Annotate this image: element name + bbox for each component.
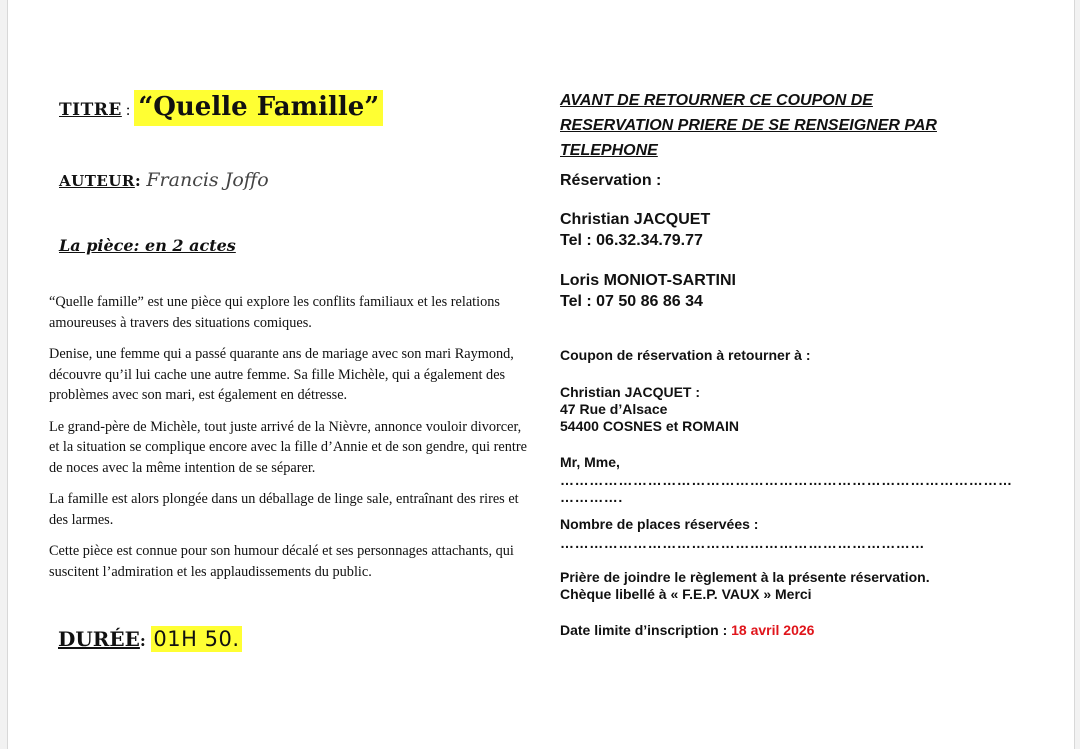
synopsis (49, 292, 529, 593)
play-title: “Quelle Famille” (134, 90, 383, 126)
warning-line: AVANT DE RETOURNER CE COUPON DE (560, 92, 873, 109)
contact-name: Loris MONIOT-SARTINI (560, 272, 736, 289)
contact-phone: Tel : 07 50 86 86 34 (560, 292, 703, 310)
author-line (59, 169, 269, 191)
name-field-dots: ………………………………………………………………………………… (560, 472, 1013, 488)
coupon-label: Coupon de réservation à retourner à : (560, 347, 811, 363)
author-separator: : (134, 171, 147, 190)
synopsis-paragraph: Cette pièce est connue pour son humour décalé et ses personnages attachants, qui suscitent l’admiration et les applaudissements du public. (49, 543, 514, 580)
duration-label: DURÉE (58, 627, 140, 651)
name-field-label: Mr, Mme, (560, 454, 620, 470)
name-field-dots-continued: …………. (560, 489, 623, 505)
acts-line: La pièce: en 2 actes (59, 236, 236, 255)
warning-line: RESERVATION PRIERE DE SE RENSEIGNER PAR (560, 117, 937, 134)
deadline-line (560, 622, 814, 639)
contact-phone: Tel : 06.32.34.79.77 (560, 231, 703, 249)
duration-separator: : (139, 631, 152, 650)
title-line (59, 92, 383, 122)
address-street: 47 Rue d’Alsace (560, 401, 668, 417)
duration-dot: . (232, 627, 240, 651)
duration-value (151, 626, 241, 652)
synopsis-paragraph: Denise, une femme qui a passé quarante ans de mariage avec son mari Raymond, découvre qu’il lui cache une autre femme. Sa fille Michèle, qui a également des problèmes avec son mari, est également en détresse. (49, 346, 514, 403)
warning-notice (560, 88, 980, 163)
payment-line-1: Prière de joindre le règlement à la présente réservation. (560, 569, 930, 585)
synopsis-paragraph: Le grand-père de Michèle, tout juste arrivé de la Nièvre, annonce vouloir divorcer, et la situation se complique encore avec la fille d’Annie et de son gendre, qui rentre de noces avec la même intention de se séparer. (49, 418, 527, 476)
duration-text: 01H 50 (153, 627, 233, 651)
synopsis-paragraph: “Quelle famille” est une pièce qui explore les conflits familiaux et les relations amoureuses à travers des situations comiques. (49, 294, 500, 331)
return-address (560, 384, 739, 435)
address-name: Christian JACQUET : (560, 384, 701, 400)
places-label: Nombre de places réservées : (560, 516, 759, 532)
duration-line (58, 627, 242, 651)
title-separator: : (121, 102, 135, 119)
deadline-date: 18 avril 2026 (731, 622, 815, 638)
contact-name: Christian JACQUET (560, 211, 711, 228)
synopsis-paragraph: La famille est alors plongée dans un déballage de linge sale, entraînant des rires et des larmes. (49, 491, 519, 528)
deadline-label: Date limite d’inscription : (560, 622, 732, 638)
places-field-dots: ………………………………………………………………… (560, 535, 925, 551)
title-label: TITRE (59, 100, 122, 120)
contact-2 (560, 271, 736, 312)
payment-line-2: Chèque libellé à « F.E.P. VAUX » Merci (560, 586, 812, 602)
reservation-label: Réservation : (560, 172, 662, 189)
contact-1 (560, 210, 710, 251)
address-city: 54400 COSNES et ROMAIN (560, 418, 739, 434)
document-page (7, 0, 1075, 749)
author-label: AUTEUR (59, 172, 135, 190)
author-name: Francis Joffo (146, 169, 269, 191)
warning-line: TELEPHONE (560, 142, 658, 159)
